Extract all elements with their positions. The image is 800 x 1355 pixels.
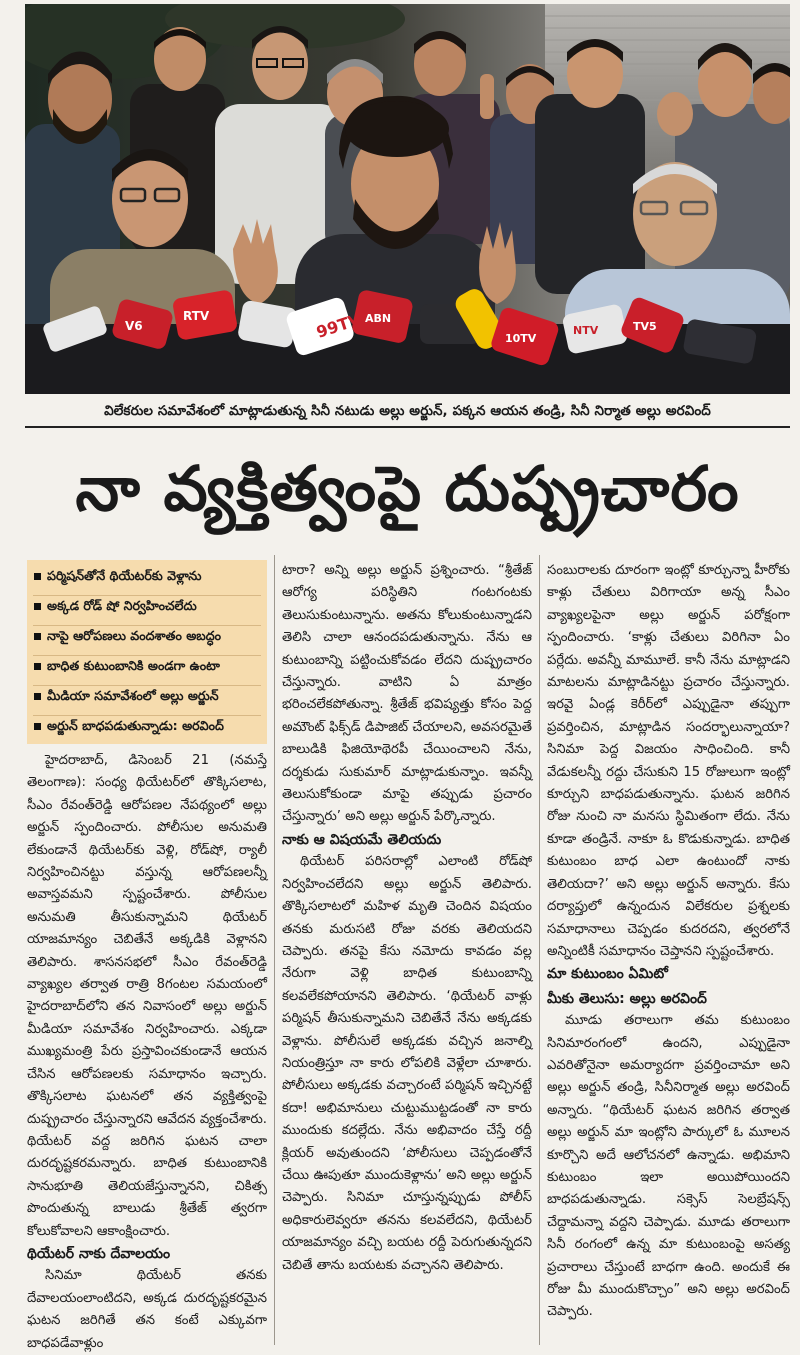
svg-text:ABN: ABN — [365, 312, 392, 325]
svg-text:NTV: NTV — [573, 324, 599, 337]
svg-text:10TV: 10TV — [505, 332, 537, 345]
article-column-2 — [282, 560, 532, 1277]
article-paragraph: సినిమా థియేటర్ తనకు దేవాలయంలాంటిదని, అక్కడ దురదృష్టకరమైన ఘటన జరిగితే తన కంటే ఎక్కువగా బాధపడేవాళ్లుం — [27, 1268, 267, 1351]
caption-text: విలేకరుల సమావేశంలో మాట్లాడుతున్న సినీ నటుడు అల్లు అర్జున్, పక్కన ఆయన తండ్రి, సినీ నిర్మాత అల్లు అరవింద్ — [104, 402, 711, 419]
bullet-icon — [34, 663, 41, 670]
subheading: థియేటర్ నాకు దేవాలయం — [27, 1245, 171, 1262]
article-paragraph: మూడు తరాలుగా తమ కుటుంబం సినిమారంగంలో ఉందని, ఎప్పుడైనా ఎవరితోనైనా అమర్యాదగా ప్రవర్తించామా అని అల్లు అర్జున్ తండ్రి, సినీనిర్మాత అల్లు అరవింద్ అన్నారు. “థియేటర్ ఘటన జరిగిన తర్వాత అల్లు అర్జున్ మా ఇంట్లోని పార్కులో ఓ మూలన కూర్చొని అదే ఆలోచనలో ఉన్నాడు. అభిమాని కుటుంబం ఇలా అయిపోయిందని బాధపడుతున్నాడు. సక్సెస్ సెలబ్రేషన్స్ చేద్దామన్నా వద్దని చెప్పాడు. మూడు తరాలుగా సినీ రంగంలో ఉన్న మా కుటుంబంపై అసత్య ప్రచారాలు చేస్తుంటే బాధగా ఉంది. అందుకే ఈ రోజు మీ ముందుకొచ్చాం” అని అల్లు అరవింద్ చెప్పారు. — [547, 1013, 790, 1320]
article-paragraph: సంబురాలకు దూరంగా ఇంట్లో కూర్చున్నా హీరోకు కాళ్లు చేతులు విరిగాయా అన్న సీఎం వ్యాఖ్యలపైనా అల్లు అర్జున్ పరోక్షంగా స్పందించారు. ‘కాళ్లు చేతులు విరిగినా ఏం పర్లేదు. అవన్నీ మామూలే. కానీ నేను మాట్లాడని మాటలను మాట్లాడినట్టు ప్రచారం చేస్తున్నారు. ఇరవై ఏండ్ల కెరీర్‌లో ఎప్పుడైనా తప్పుగా ప్రవర్తించిన, మాట్లాడిన సందర్భాలున్నాయా? సినిమా పెద్ద విజయం సాధించింది. కానీ వేడుకలన్నీ రద్దు చేసుకుని 15 రోజులుగా ఇంట్లో కూర్చుని బాధపడుతున్నాను. ఘటన జరిగిన రోజు నుంచి నా మనసు స్థిమితంగా లేదు. నేను కూడా తండ్రినే. నాకూ ఓ కొడుకున్నాడు. బాధిత కుటుంబం బాధ ఎలా ఉంటుందో నాకు తెలియదా?’ అని అల్లు అర్జున్ అన్నారు. కేసు దర్యాప్తులో ఉన్నందున విలేకరుల ప్రశ్నలకు సమాధానాలు చెప్పడం కుదరదని, త్వరలోనే అన్నింటికీ సమాధానం చెప్తానని స్పష్టంచేశారు. — [547, 563, 790, 959]
article-paragraph: హైదరాబాద్, డిసెంబర్ 21 (నమస్తే తెలంగాణ): సంధ్య థియేటర్‌లో తొక్కిసలాట, సీఎం రేవంత్‌రెడ్డి ఆరోపణల నేపథ్యంలో అల్లు అర్జున్ స్పందించారు. పోలీసుల అనుమతి లేకుండానే థియేటర్‌కు వెళ్లి, రోడ్‌షో, ర్యాలీ నిర్వహించినట్టు వస్తున్న ఆరోపణలన్నీ అవాస్తవమని స్పష్టంచేశారు. పోలీసుల అనుమతి తీసుకున్నామని థియేటర్ యాజమాన్యం చెబితేనే అక్కడికి వెళ్లానని తెలిపారు. శాసనసభలో సీఎం రేవంత్‌రెడ్డి వ్యాఖ్యల తర్వాత రాత్రి 8గంటల సమయంలో హైదరాబాద్‌లోని తన నివాసంలో అల్లు అర్జున్ మీడియా సమావేశం నిర్వహించారు. ఎక్కడా ముఖ్యమంత్రి పేరు ప్రస్తావించకుండానే ఆయన చేసిన ఆరోపణలకు సమాధానం ఇచ్చారు. తొక్కిసలాట ఘటనలో తన వ్యక్తిత్వంపై దుష్ప్రచారం చేస్తున్నారని ఆవేదన వ్యక్తంచేశారు. థియేటర్ వద్ద జరిగిన ఘటన చాలా దురదృష్టకరమన్నారు. బాధిత కుటుంబానికి సానుభూతి తెలియజేస్తున్నానని, చికిత్స పొందుతున్న బాలుడు శ్రీతేజ్ త్వరగా కోలుకోవాలని ఆకాంక్షించారు. — [27, 753, 267, 1239]
highlight-item: అర్జున్ బాధపడుతున్నాడు: అరవింద్ — [33, 716, 261, 745]
svg-text:V6: V6 — [125, 319, 143, 333]
article-column-3 — [547, 560, 790, 1324]
bullet-icon — [34, 573, 41, 580]
photo-caption — [25, 398, 790, 428]
bullet-icon — [34, 693, 41, 700]
bullet-icon — [34, 603, 41, 610]
highlight-item: అక్కడ రోడ్ షో నిర్వహించలేదు — [33, 596, 261, 626]
article-paragraph: థియేటర్ పరిసరాల్లో ఎలాంటి రోడ్‌షో నిర్వహించలేదని అల్లు అర్జున్ తెలిపారు. తొక్కిసలాటలో మహిళ మృతి చెందిన విషయం తనకు మరుసటి రోజు వరకు తెలియదని చెప్పారు. తనపై కేసు నమోదు కావడం వల్ల నేరుగా వెళ్లి బాధిత కుటుంబాన్ని కలవలేకపోయానని తెలిపారు. ‘థియేటర్ వాళ్లు పర్మిషన్ తీసుకున్నామని చెబితేనే నేను అక్కడకు వెళ్లాను. పోలీసులే అక్కడకు వచ్చిన జనాల్ని నియంత్రిస్తూ నా కారు లోపలికి వెళ్లేలా చూశారు. పోలీసులు అక్కడకు వచ్చారంటే పర్మిషన్ ఇచ్చినట్టే కదా! అభిమానులు చుట్టుముట్టడంతో నా కారు ముందుకు కదల్లేదు. నేను అభివాదం చేస్తే రద్దీ క్లియర్ అవుతుందని ‘పోలీసులు చెప్పడంతోనే చేయి ఊపుతూ ముందుకెళ్లాను’ అని అల్లు అర్జున్ చెప్పారు. సినిమా చూస్తున్నప్పుడు పోలీస్ అధికారులెవ్వరూ తనను కలవలేదని, థియేటర్ యాజమాన్యం వచ్చి బయట రద్దీ పెరుగుతున్నదని చెబితే తాను బయటకు వచ్చానని తెలిపారు. — [282, 854, 532, 1273]
bullet-icon — [34, 723, 41, 730]
article-paragraph: టారా? అన్ని అల్లు అర్జున్ ప్రశ్నించారు. “శ్రీతేజ్ ఆరోగ్య పరిస్థితిని గంటగంటకు తెలుసుకుంటున్నాను. అతను కోలుకుంటున్నాడని తెలిసి చాలా ఆనందపడుతున్నాను. నేను ఆ కుటుంబాన్ని పట్టించుకోవడం లేదని దుష్ప్రచారం చేస్తున్నారు. వాటిని ఏ మాత్రం భరించలేకపోతున్నా. శ్రీతేజ్ భవిష్యత్తు కోసం పెద్ద అమౌంట్ ఫిక్స్‌డ్ డిపాజిట్ చేయాలని, అవసరమైతే బాలుడికి ఫిజియోథెరపీ చేయించాలని నేను, దర్శకుడు సుకుమార్ మాట్లాడుకున్నాం. ఇవన్నీ తెలుసుకోకుండా మాపై తప్పుడు ప్రచారం చేస్తున్నారు’ అని అల్లు అర్జున్ పేర్కొన్నారు. — [282, 563, 532, 825]
column-divider — [539, 555, 540, 1345]
headline — [25, 434, 790, 544]
headline-text: నా వ్యక్తిత్వంపై దుష్ప్రచారం — [75, 452, 740, 525]
highlight-item: బాధిత కుటుంబానికి అండగా ఉంటా — [33, 656, 261, 686]
highlight-item: నాపై ఆరోపణలు వందశాతం అబద్ధం — [33, 626, 261, 656]
svg-text:TV5: TV5 — [633, 320, 657, 333]
article-column-1 — [27, 750, 267, 1355]
subheading: నాకు ఆ విషయమే తెలియదు — [282, 831, 442, 848]
bullet-icon — [34, 633, 41, 640]
column-divider — [274, 555, 275, 1345]
highlights-box — [27, 560, 267, 744]
highlight-item: మీడియా సమావేశంలో అల్లు అర్జున్ — [33, 686, 261, 716]
subheading: మా కుటుంబం ఏమిటో — [547, 966, 668, 983]
press-meet-photo — [25, 4, 790, 394]
subheading: మీకు తెలుసు: అల్లు అరవింద్ — [547, 990, 707, 1007]
highlight-item: పర్మిషన్‌తోనే థియేటర్‌కు వెళ్లాను — [33, 566, 261, 596]
svg-text:RTV: RTV — [183, 309, 210, 323]
svg-text:99TV: 99TV — [314, 309, 364, 342]
